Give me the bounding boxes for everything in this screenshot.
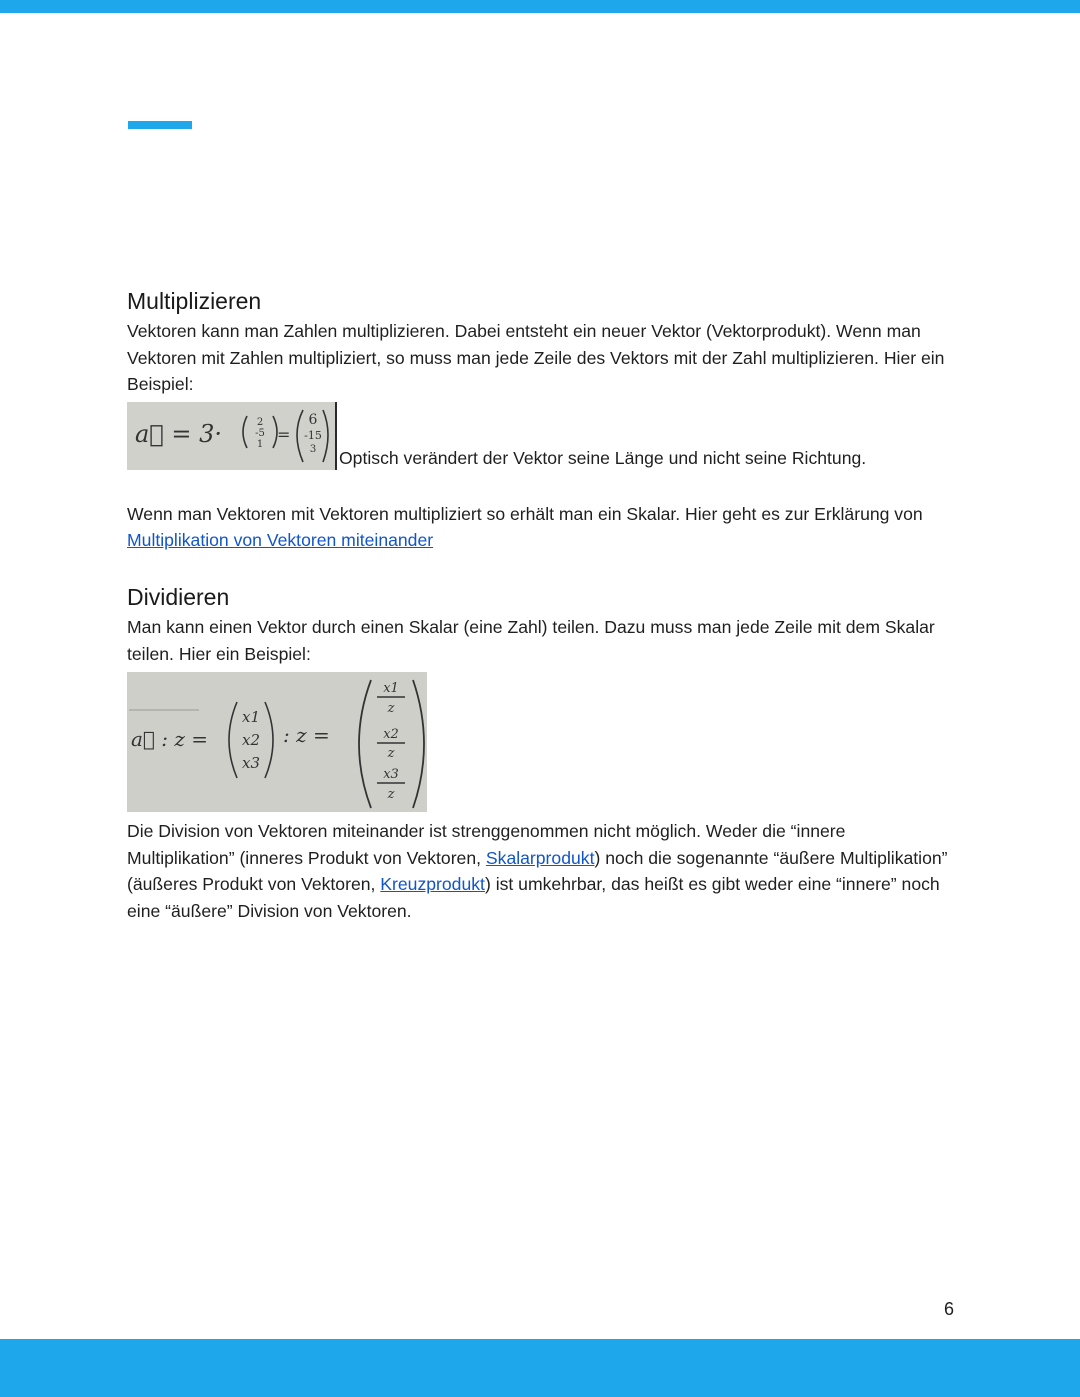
frac-num-1: x1 (383, 681, 399, 697)
section-title-dividieren: Dividieren (127, 583, 230, 610)
formula-lhs: a⃗ = 3· (135, 419, 222, 448)
page-content (127, 286, 957, 925)
div-vec-in-2: x2 (241, 731, 261, 750)
formula-equals: = (277, 424, 291, 444)
vec-out-3: 3 (309, 443, 317, 455)
multiplication-formula-image (127, 402, 337, 470)
vec-in-3: 1 (256, 438, 264, 450)
vec-out-2: -15 (304, 428, 322, 442)
section-title-multiplizieren: Multiplizieren (127, 288, 262, 314)
division-lhs: a⃗ : z = (131, 727, 209, 752)
link-skalarprodukt[interactable]: Skalarprodukt (485, 847, 595, 868)
division-formula-image (127, 672, 427, 812)
link-multiplikation-von-vektoren[interactable]: Multiplikation von Vektoren miteinander (127, 530, 434, 551)
vec-in-2: -5 (255, 427, 265, 439)
accent-dash (128, 121, 192, 129)
frac-den-3: z (387, 787, 395, 803)
division-text-1: Die Division von Vektoren miteinander ist strenggenommen nicht möglich. Weder die “innere Multiplikation” (inneres Produkt von Vektoren, (127, 821, 846, 868)
dividieren-paragraph: Man kann einen Vektor durch einen Skalar (eine Zahl) teilen. Dazu muss man jede Zeile mit dem Skalar teilen. Hier ein Beispiel: (127, 616, 935, 664)
division-operator: : z = (283, 723, 330, 748)
top-accent-bar (0, 0, 1080, 13)
frac-num-3: x3 (383, 767, 399, 783)
vector-multiplication-paragraph (127, 501, 957, 554)
multiplizieren-paragraph: Vektoren kann man Zahlen multiplizieren. Dabei entsteht ein neuer Vektor (Vektorprodukt). Wenn man Vektoren mit Zahlen multipliziert, so muss man jede Zeile des Vektors mit der Zahl multiplizieren. Hier ein Beispiel: (127, 321, 945, 395)
vec-out-1: 6 (308, 411, 318, 428)
division-text-3: ) ist umkehrbar, das heißt es gibt weder eine “innere” noch eine “äußere” Division von Vektoren. (127, 874, 940, 921)
link-kreuzprodukt[interactable]: Kreuzprodukt (380, 874, 485, 895)
multiplication-caption: Optisch verändert der Vektor seine Länge und nicht seine Richtung. (339, 447, 867, 468)
div-vec-in-3: x3 (241, 754, 261, 773)
multiplication-example-row (127, 402, 957, 470)
vector-multiplication-text: Wenn man Vektoren mit Vektoren multipliziert so erhält man ein Skalar. Hier geht es zur Erklärung von (127, 503, 923, 524)
division-explanation-paragraph (127, 818, 957, 924)
frac-num-2: x2 (383, 727, 399, 743)
div-vec-in-1: x1 (241, 708, 261, 727)
vec-in-1: 2 (256, 416, 264, 428)
page-number: 6 (943, 1299, 954, 1319)
frac-den-1: z (387, 701, 395, 717)
frac-den-2: z (387, 746, 395, 762)
bottom-accent-bar (0, 1339, 1080, 1397)
division-text-2: ) noch die sogenannte “äußere Multiplikation” (äußeres Produkt von Vektoren, (127, 847, 948, 895)
